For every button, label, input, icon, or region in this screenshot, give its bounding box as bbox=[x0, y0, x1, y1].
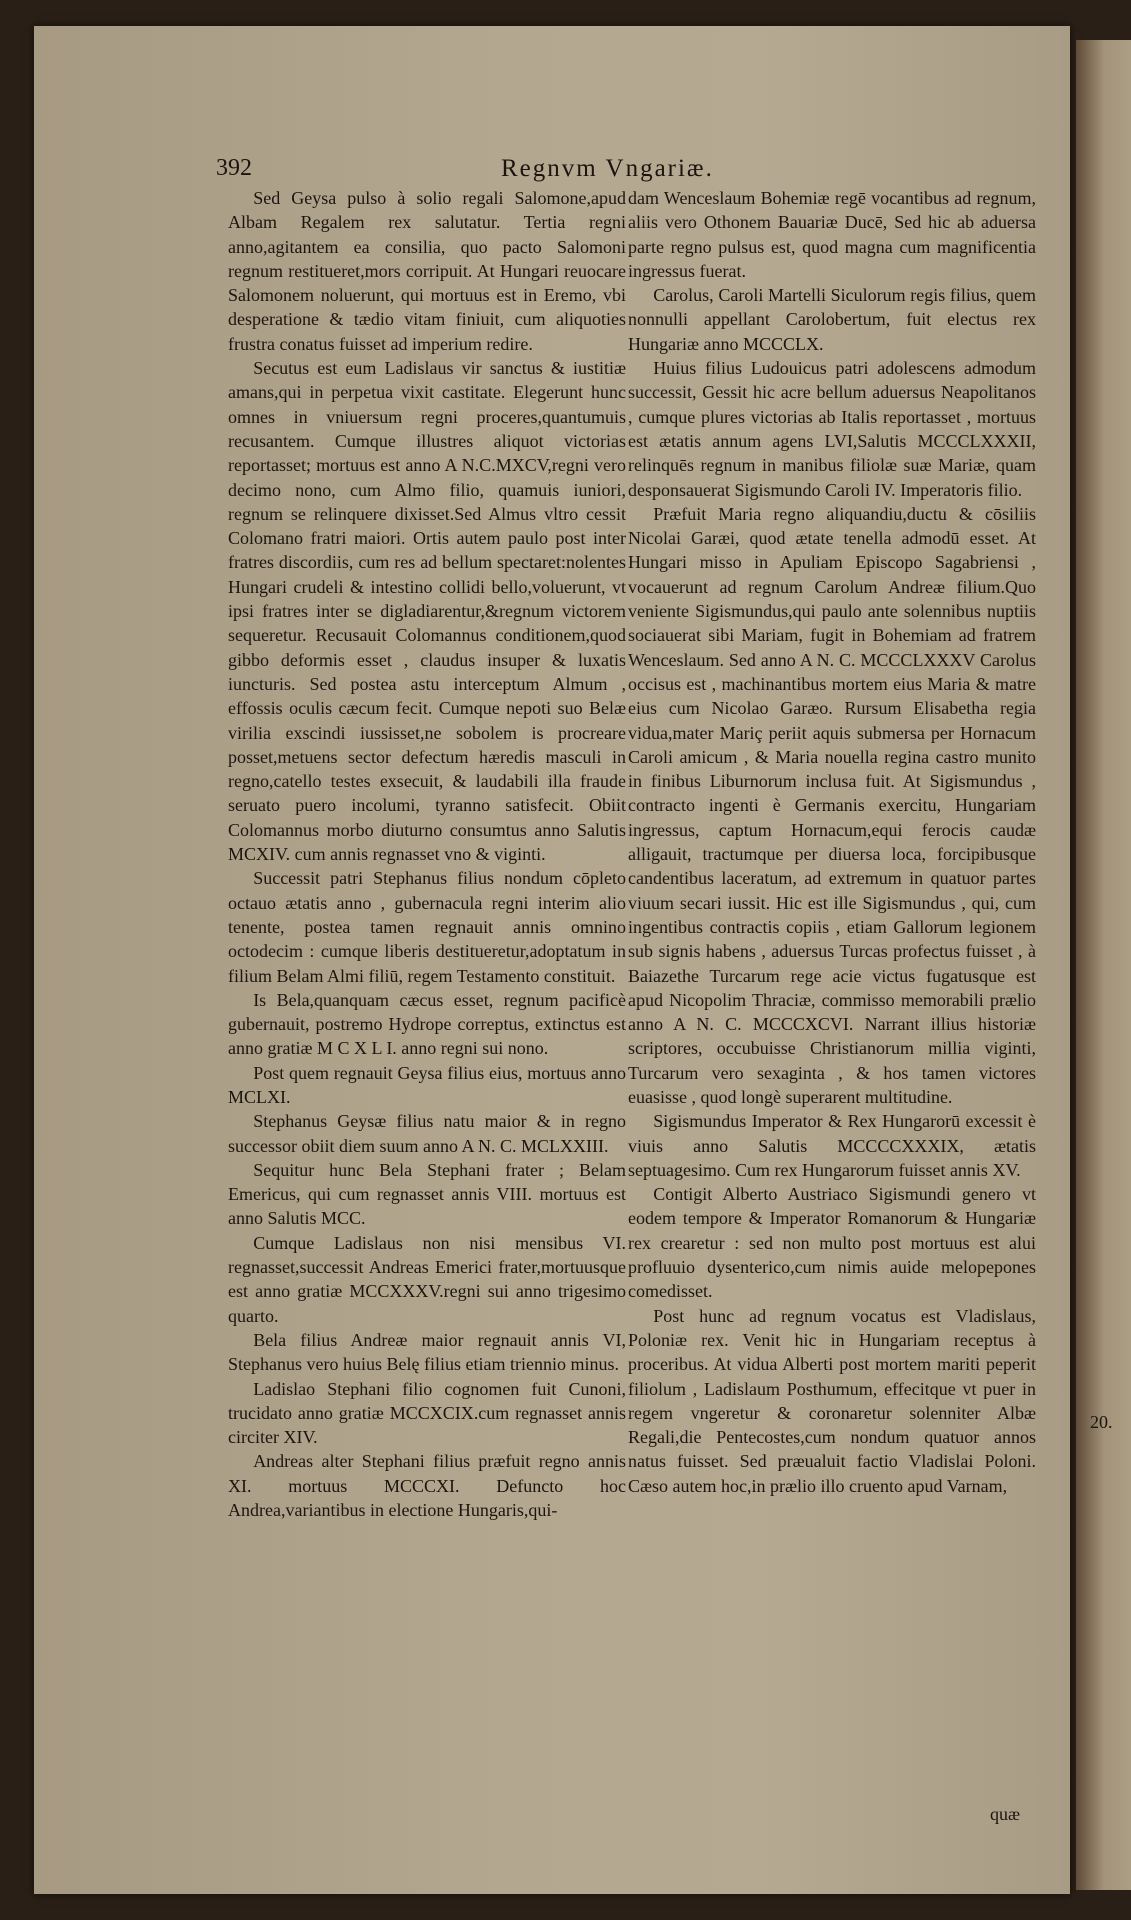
paragraph: dam Wenceslaum Bohemiæ regē vocantibus ad regnum, aliis vero Othonem Bauariæ Ducē, Sed hic ab aduersa parte regno pulsus est, quod magna cum magnificentia ingressus fuerat. bbox=[628, 188, 1036, 281]
right-column bbox=[628, 186, 1036, 1498]
paragraph: Sigismundus Imperator & Rex Hungarorū excessit è viuis anno Salutis MCCCCXXXIX, ætatis septuagesimo. Cum rex Hungarorum fuisset annis XV. bbox=[628, 1111, 1036, 1180]
paragraph: Andreas alter Stephani filius præfuit regno annis XI. mortuus MCCCXI. Defuncto hoc Andrea,variantibus in electione Hungaris,qui- bbox=[228, 1451, 626, 1521]
page-header bbox=[216, 155, 1016, 189]
paragraph: Præfuit Maria regno aliquandiu,ductu & cōsiliis Nicolai Garæi, quod ætate tenella admodū esset. At Hungari misso in Apuliam Episcopo Sagabriensi , vocauerunt ad regnum Carolum Andreæ filium.Quo veniente Sigismundus,qui paulo ante solennibus nuptiis sociauerat sibi Mariam, fugit in Bohemiam ad fratrem Wenceslaum. Sed anno A N. C. MCCCLXXXV Carolus occisus est , machinantibus mortem eius Maria & matre eius cum Nicolao Garæo. Rursum Elisabetha regia vidua,mater Mariç periit aquis submersa per Hornacum Caroli amicum , & Maria nouella regina castro munito in finibus Liburnorum inclusa fuit. At Sigismundus , contracto ingenti è Germanis exercitu, Hungariam ingressus, captum Hornacum,equi ferocis caudæ alligauit, tractumque per diuersa loca, forcipibusque candentibus laceratum, ad extremum in quatuor partes viuum secari iussit. Hic est ille Sigismundus , qui, cum ingentibus contractis copiis , etiam Gallorum legionem sub signis habens , aduersus Turcas profectus fuisset , à Baiazethe Turcarum rege acie victus fugatusque est apud Nicopolim Thraciæ, commisso memorabili prælio anno A N. C. MCCCXCVI. Narrant illius historiæ scriptores, occubuisse Christianorum millia viginti, Turcarum vero sexaginta , & hos tamen victores euasisse , quod longè superarent multitudine. bbox=[628, 503, 1036, 1107]
paragraph: Post hunc ad regnum vocatus est Vladislaus, Poloniæ rex. Venit hic in Hungariam receptus à proceribus. At vidua Alberti post mortem mariti peperit filiolum , Ladislaum Posthumum, effecitque vt puer in regem vngeretur & coronaretur solenniter Albæ Regali,die Pentecostes,cum nondum quatuor annos natus fuisset. Sed præualuit factio Vladislai Poloni. Cæso autem hoc,in prælio illo cruento apud Varnam, bbox=[628, 1305, 1036, 1496]
page-number: 392 bbox=[216, 155, 252, 181]
left-column bbox=[228, 186, 626, 1522]
paragraph: Ladislao Stephani filio cognomen fuit Cunoni, trucidato anno gratiæ MCCXCIX.cum regnasset annis circiter XIV. bbox=[228, 1378, 626, 1448]
paragraph: Carolus, Caroli Martelli Siculorum regis filius, quem nonnulli appellant Carolobertum, fuit electus rex Hungariæ anno MCCCLX. bbox=[628, 285, 1036, 354]
paragraph: Contigit Alberto Austriaco Sigismundi genero vt eodem tempore & Imperator Romanorum & Hungariæ rex crearetur : sed non multo post mortuus est alui profluuio dysenterico,cum nimis auide melopepones comedisset. bbox=[628, 1184, 1036, 1302]
facing-page-edge bbox=[1076, 40, 1131, 1890]
paragraph: Secutus est eum Ladislaus vir sanctus & iustitiæ amans,qui in perpetua vixit castitate. Elegerunt hunc omnes in vniuersum regni proceres,quantumuis recusantem. Cumque illustres aliquot victorias reportasset; mortuus est anno A N.C.MXCV,regni vero decimo nono, cum Almo filio, quamuis iuniori, regnum se relinquere dixisset.Sed Almus vltro cessit Colomano fratri maiori. Ortis autem paulo post inter fratres discordiis, cum res ad bellum spectaret:nolentes Hungari crudeli & intestino collidi bello,voluerunt, vt ipsi fratres inter se digladiarentur,&regnum victorem sequeretur. Recusauit Colomannus conditionem,quod gibbo deformis esset , claudus insuper & luxatis iuncturis. Sed postea astu interceptum Almum , effossis oculis cæcum fecit. Cumque nepoti suo Belæ virilia exscindi iussisset,ne sobolem is procreare posset,metuens sector defectum hæredis masculi in regno,catello testes exsecuit, & laudabili illa fraude seruato puero incolumi, tyranno satisfecit. Obiit Colomannus morbo diuturno consumtus anno Salutis MCXIV. cum annis regnasset vno & viginti. bbox=[228, 358, 626, 865]
paragraph: Sed Geysa pulso à solio regali Salomone,apud Albam Regalem rex salutatur. Tertia regni anno,agitantem ea consilia, quo pacto Salomoni regnum restitueret,mors corripuit. At Hungari reuocare Salomonem noluerunt, qui mortuus est in Eremo, vbi desperatione & tædio vitam finiuit, cum aliquoties frustra conatus fuisset ad imperium redire. bbox=[228, 188, 626, 354]
facing-page-margin-mark: 20. bbox=[1090, 1412, 1113, 1432]
paragraph: Sequitur hunc Bela Stephani frater ; Belam Emericus, qui cum regnasset annis VIII. mortuus est anno Salutis MCC. bbox=[228, 1159, 626, 1229]
paragraph: Post quem regnauit Geysa filius eius, mortuus anno MCLXI. bbox=[228, 1062, 626, 1107]
paragraph: Cumque Ladislaus non nisi mensibus VI. regnasset,successit Andreas Emerici frater,mortuusque est anno gratiæ MCCXXXV.regni sui anno trigesimo quarto. bbox=[228, 1232, 626, 1326]
paragraph: Bela filius Andreæ maior regnauit annis VI, Stephanus vero huius Belę filius etiam triennio minus. bbox=[228, 1329, 626, 1375]
paragraph: Is Bela,quanquam cæcus esset, regnum pacificè gubernauit, postremo Hydrope correptus, extinctus est anno gratiæ M C X L I. anno regni sui nono. bbox=[228, 989, 626, 1059]
paragraph: Stephanus Geysæ filius natu maior & in regno successor obiit diem suum anno A N. C. MCLXXIII. bbox=[228, 1111, 626, 1156]
paragraph: Successit patri Stephanus filius nondum cōpleto octauo ætatis anno , gubernacula regni interim alio tenente, postea tamen regnauit annis omnino octodecim : cumque liberis destitueretur,adoptatum in filium Belam Almi filiū, regem Testamento constituit. bbox=[228, 868, 626, 986]
paragraph: Huius filius Ludouicus patri adolescens admodum successit, Gessit hic acre bellum aduersus Neapolitanos , cumque plures victorias ab Italis reportasset , mortuus est ætatis annum agens LVI,Salutis MCCCLXXXII, relinquēs regnum in manibus filiolæ suæ Mariæ, quam desponsauerat Sigismundo Caroli IV. Imperatoris filio. bbox=[628, 358, 1036, 500]
running-title: Regnvm Vngariæ. bbox=[501, 155, 714, 182]
catchword: quæ bbox=[990, 1804, 1021, 1824]
